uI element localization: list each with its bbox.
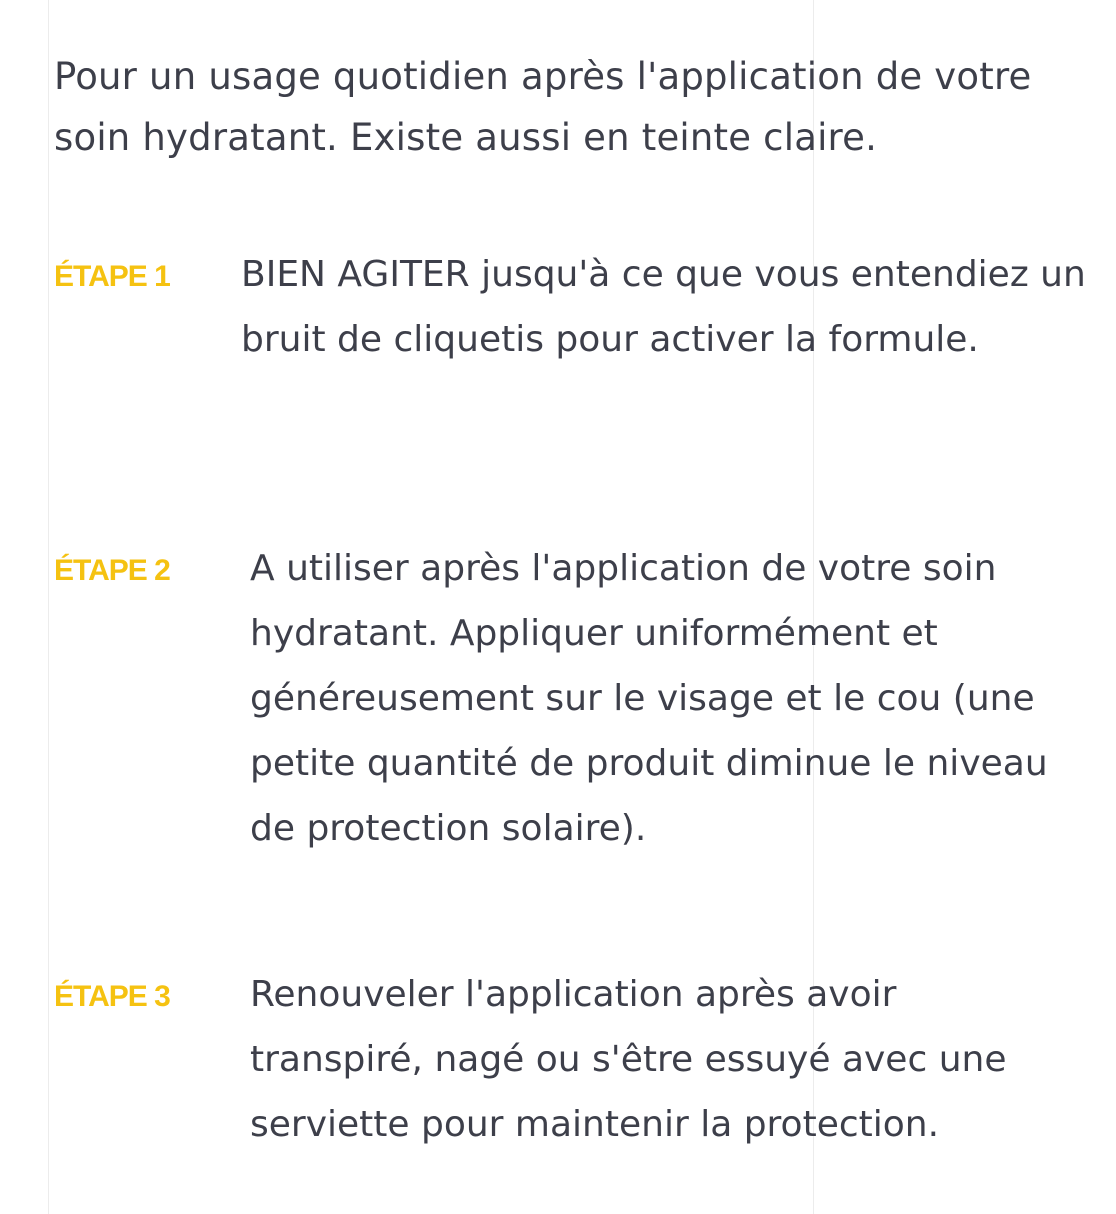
step-3-text: Renouveler l'application après avoir transpiré, nagé ou s'être essuyé avec une serviette pour maintenir la protection.	[250, 974, 1007, 1145]
step-2-text: A utiliser après l'application de votre soin hydratant. Appliquer uniformément et généreusement sur le visage et le cou (une petite quantité de produit diminue le niveau de protection solaire).	[250, 548, 1048, 849]
step-1-label: ÉTAPE 1	[54, 260, 170, 293]
step-2-label: ÉTAPE 2	[54, 554, 170, 587]
left-guide-line	[48, 0, 49, 1214]
step-3-label: ÉTAPE 3	[54, 980, 170, 1013]
intro-paragraph: Pour un usage quotidien après l'application de votre soin hydratant. Existe aussi en teinte claire.	[54, 55, 1032, 159]
step-1-text: BIEN AGITER jusqu'à ce que vous entendiez un bruit de cliquetis pour activer la formule.	[241, 254, 1086, 360]
